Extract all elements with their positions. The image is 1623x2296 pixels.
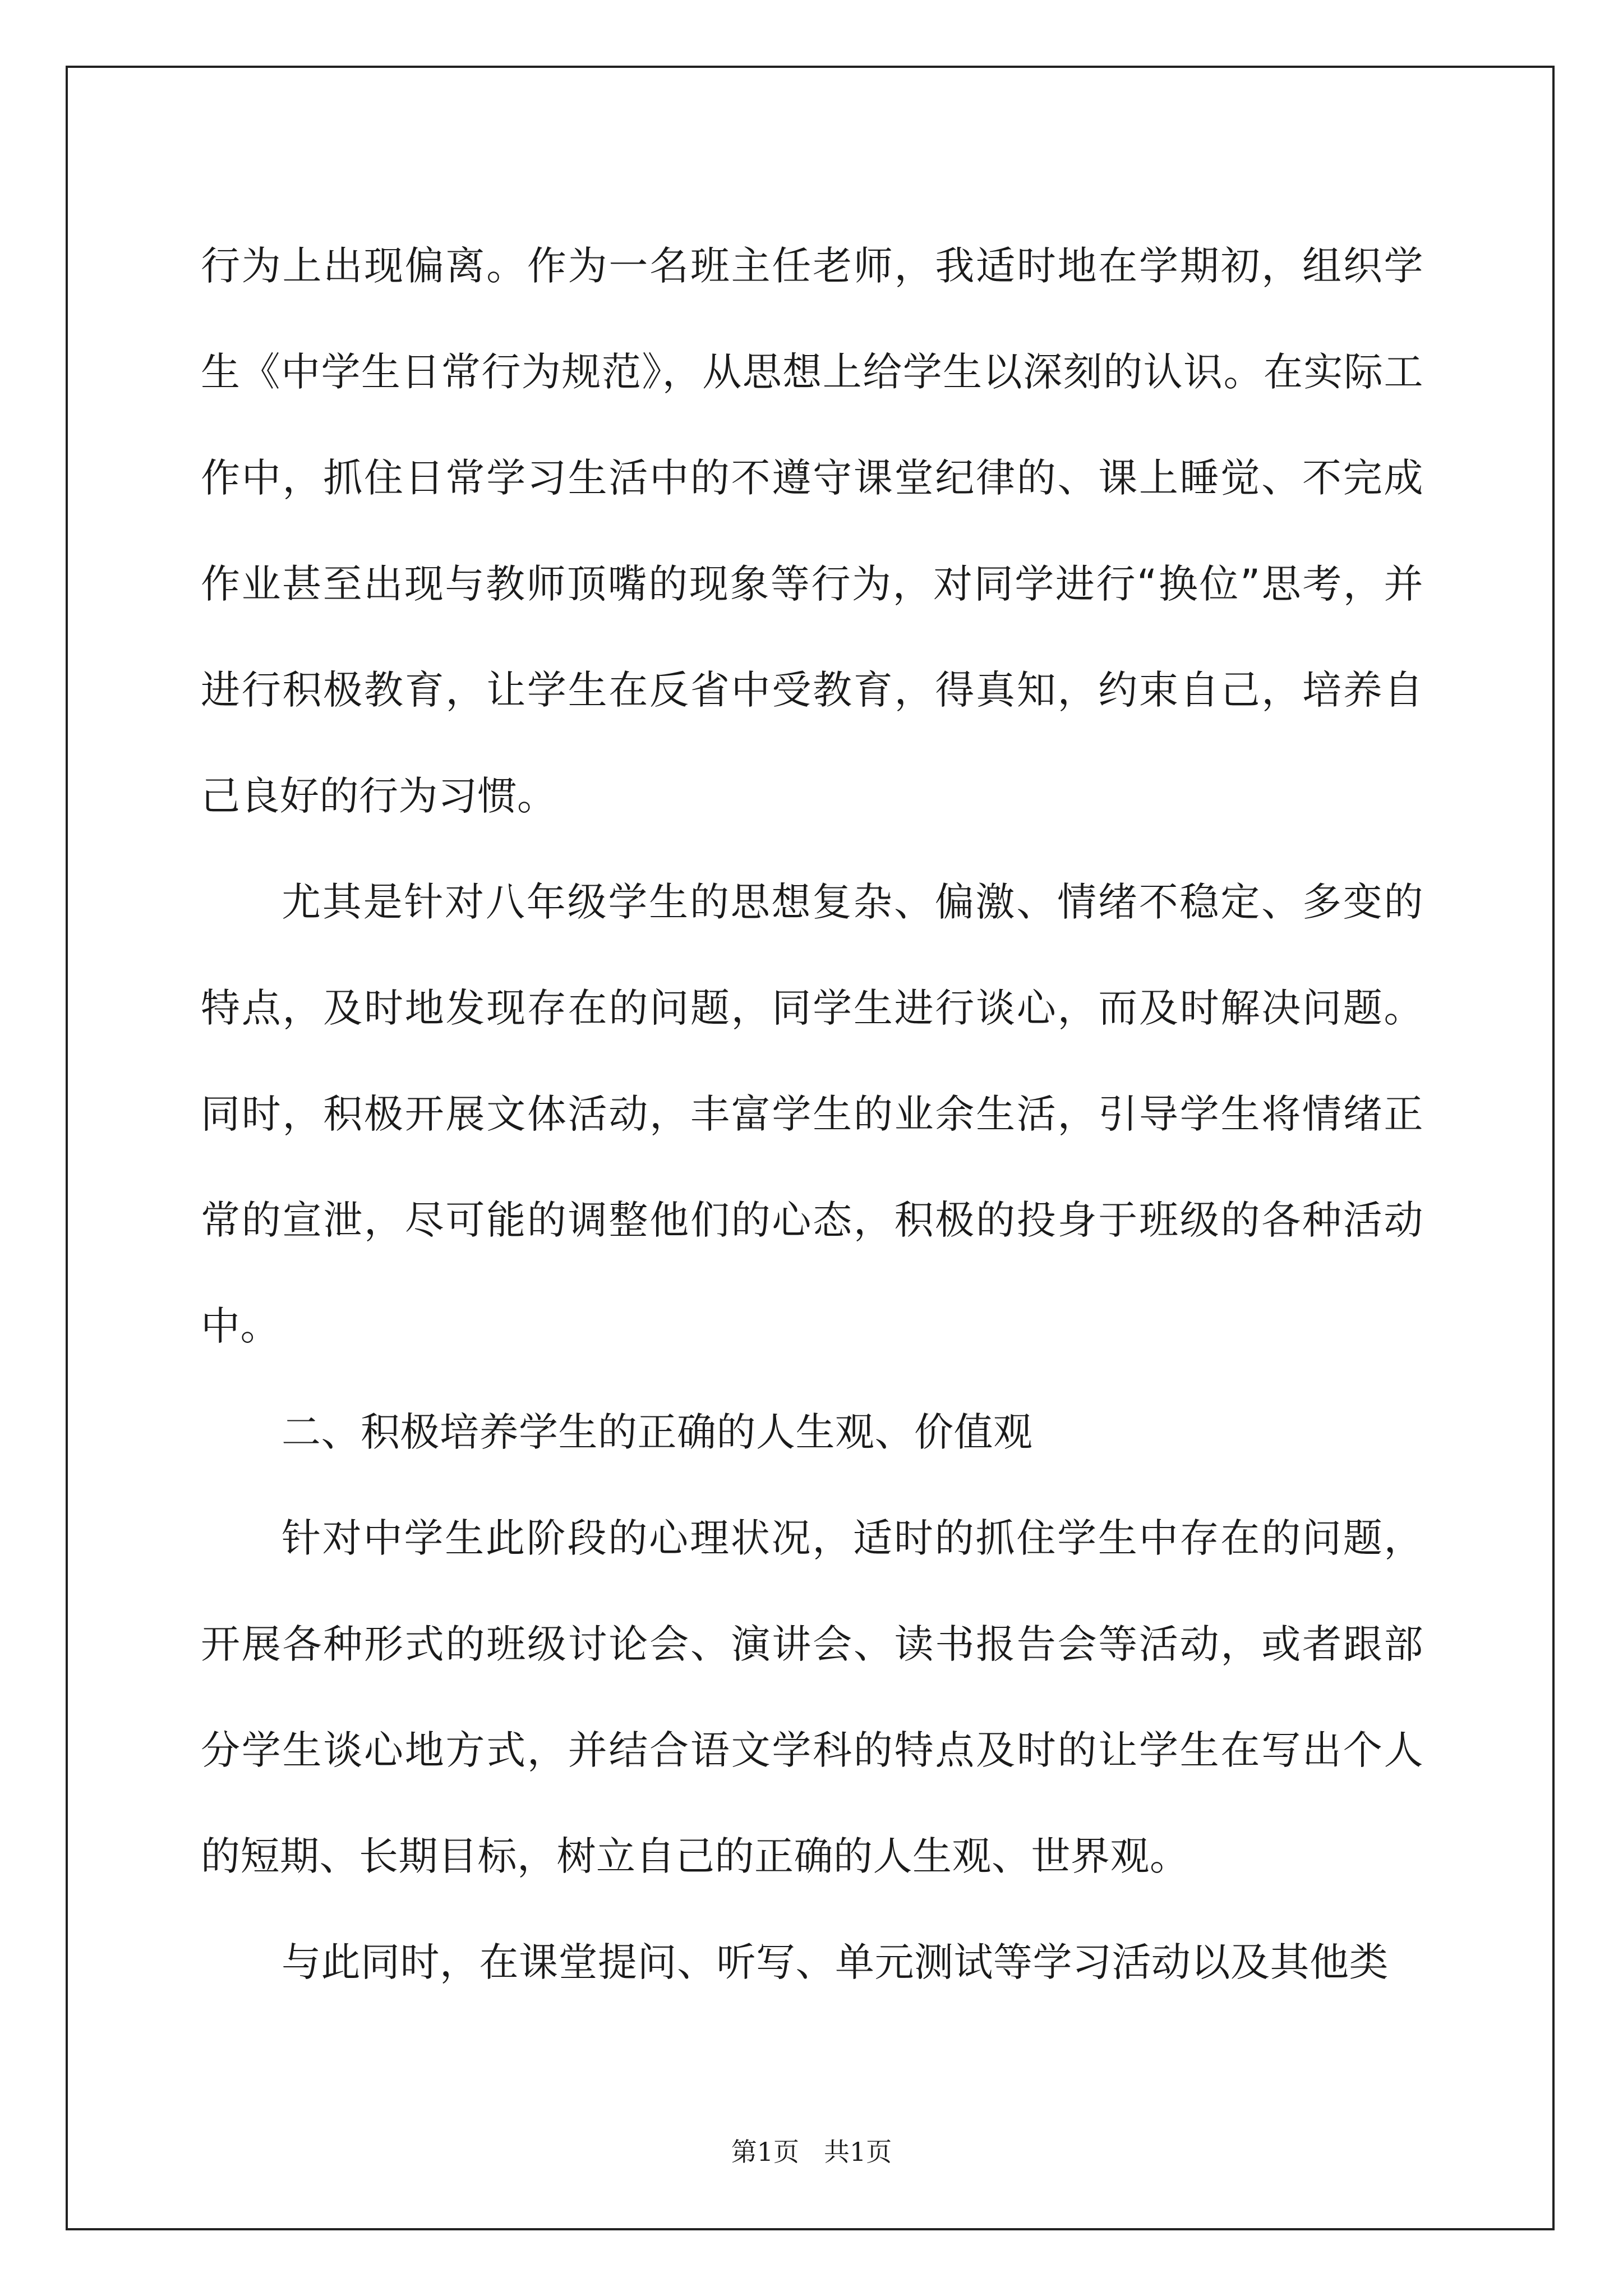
section-heading: 二、积极培养学生的正确的人生观、价值观 [282,1409,1033,1455]
page-footer [0,2132,1623,2169]
page-total: 共1页 [824,2137,892,2167]
paragraph-3: 针对中学生此阶段的心理状况，适时的抓住学生中存在的问题，开展各种形式的班级讨论会、演讲会、读书报告会等活动，或者跟部分学生谈心地方式，并结合语文学科的特点及时的让学生在写出个人的短期、长期目标，树立自己的正确的人生观、世界观。 [201,1515,1423,1879]
paragraph-2: 尤其是针对八年级学生的思想复杂、偏激、情绪不稳定、多变的特点，及时地发现存在的问题，同学生进行谈心，而及时解决问题。同时，积极开展文体活动，丰富学生的业余生活，引导学生将情绪正常的宣泄，尽可能的调整他们的心态，积极的投身于班级的各种活动中。 [201,879,1423,1349]
document-body [201,213,1423,2016]
paragraph-4: 与此同时，在课堂提问、听写、单元测试等学习活动以及其他类 [282,1939,1389,1985]
page-number: 第1页 [731,2137,799,2167]
paragraph-1: 行为上出现偏离。作为一名班主任老师，我适时地在学期初，组织学生《中学生日常行为规范》，从思想上给学生以深刻的认识。在实际工作中，抓住日常学习生活中的不遵守课堂纪律的、课上睡觉、不完成作业甚至出现与教师顶嘴的现象等行为，对同学进行“换位”思考，并进行积极教育，让学生在反省中受教育，得真知，约束自己，培养自己良好的行为习惯。 [201,243,1423,819]
